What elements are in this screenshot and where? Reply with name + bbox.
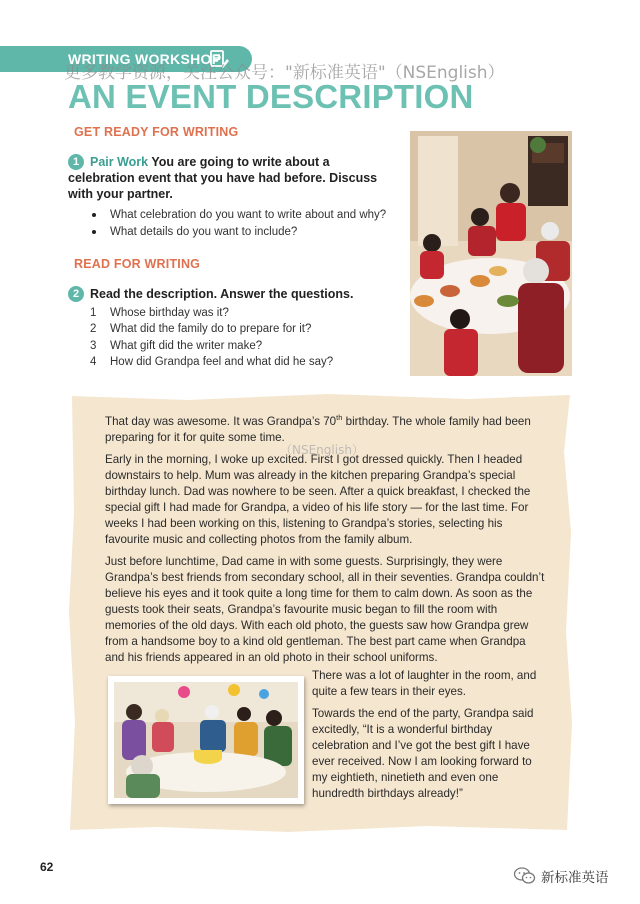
story-paragraph: Early in the morning, I woke up excited. First I got dressed quickly. Then I headed downstairs to help. Mum was already in the kitchen preparing Grandpa’s special birthday lunch. Dad was nowhere to be seen. After a quick breakfast, I checked the special gift I had made for Grandpa, a video of his life story — for the last time. For weeks I had been working on this, listening to Grandpa’s stories, selecting his favourite music and collecting photos from the family album. — [105, 453, 531, 546]
task-number-badge: 2 — [68, 286, 84, 302]
ordinal-suffix: th — [336, 413, 343, 423]
task-2 — [68, 286, 388, 302]
questions-list — [90, 305, 333, 370]
question-number: 4 — [90, 355, 97, 368]
question-number: 2 — [90, 323, 97, 336]
wechat-icon — [514, 867, 536, 885]
list-item: What details do you want to include? — [92, 224, 386, 241]
story-paragraph — [105, 414, 547, 446]
question-text: Whose birthday was it? — [110, 307, 229, 319]
pair-work-label: Pair Work — [90, 155, 149, 169]
question-number: 3 — [90, 339, 97, 352]
section-heading-read: READ FOR WRITING — [74, 257, 201, 271]
section-heading-get-ready: GET READY FOR WRITING — [74, 125, 239, 139]
story-paragraph-1-end: birthday. The whole family had been preparing for it for quite some time. — [105, 415, 531, 444]
question-number: 1 — [90, 307, 97, 319]
question-text: What did the family do to prepare for it? — [110, 323, 312, 336]
question-text: How did Grandpa feel and what did he say? — [110, 355, 334, 368]
story-side-text — [312, 668, 548, 808]
watermark-text: 更多教学资源，关注公众号："新标准英语"（NSEnglish） — [64, 63, 505, 83]
wechat-attribution — [514, 866, 609, 886]
page-title: AN EVENT DESCRIPTION — [68, 78, 474, 115]
story-paragraph: There was a lot of laughter in the room, and quite a few tears in their eyes. — [312, 669, 537, 698]
story-paragraph-1-start: That day was awesome. It was Grandpa’s 70 — [105, 415, 337, 428]
banner-label: WRITING WORKSHOP — [68, 51, 222, 67]
task-1-instruction: You are going to write about a celebration event that you have had before. Discuss with your partner. — [68, 155, 378, 201]
discussion-bullets — [92, 207, 386, 240]
list-item: What celebration do you want to write about and why? — [92, 207, 386, 224]
task-2-instruction: Read the description. Answer the questions. — [90, 287, 354, 301]
birthday-party-photo — [108, 676, 304, 804]
question-text: What gift did the writer make? — [110, 339, 263, 352]
story-paragraph: Towards the end of the party, Grandpa said excitedly, “It is a wonderful birthday celebration and I’ve got the best gift I have ever received. Now I am looking forward to my eightieth, ninetieth and even one hundredth birthdays already!” — [312, 707, 534, 800]
task-number-badge: 1 — [68, 154, 84, 170]
task-1 — [68, 154, 398, 202]
question-item — [90, 321, 333, 337]
question-item — [90, 338, 333, 354]
question-item — [90, 354, 333, 370]
family-dinner-photo — [410, 131, 572, 376]
story-paragraph: Just before lunchtime, Dad came in with some guests. Surprisingly, they were Grandpa’s best friends from secondary school, all in their seventies. Grandpa couldn’t believe his eyes and it took quite a long time for them to calm down. As soon as the guests took their seats, Grandpa’s favourite music began to fill the room with memories of the old days. With each old photo, the guests saw how Grandpa grew from a handsome boy to a kind old gentleman. The best part came when Grandpa and his friends appeared in an old photo in their school uniforms. — [105, 555, 545, 664]
story-text — [105, 414, 547, 672]
watermark-text: （NSEnglish） — [280, 443, 364, 457]
question-item — [90, 305, 333, 321]
page-number: 62 — [40, 860, 54, 874]
wechat-label: 新标准英语 — [541, 870, 609, 886]
